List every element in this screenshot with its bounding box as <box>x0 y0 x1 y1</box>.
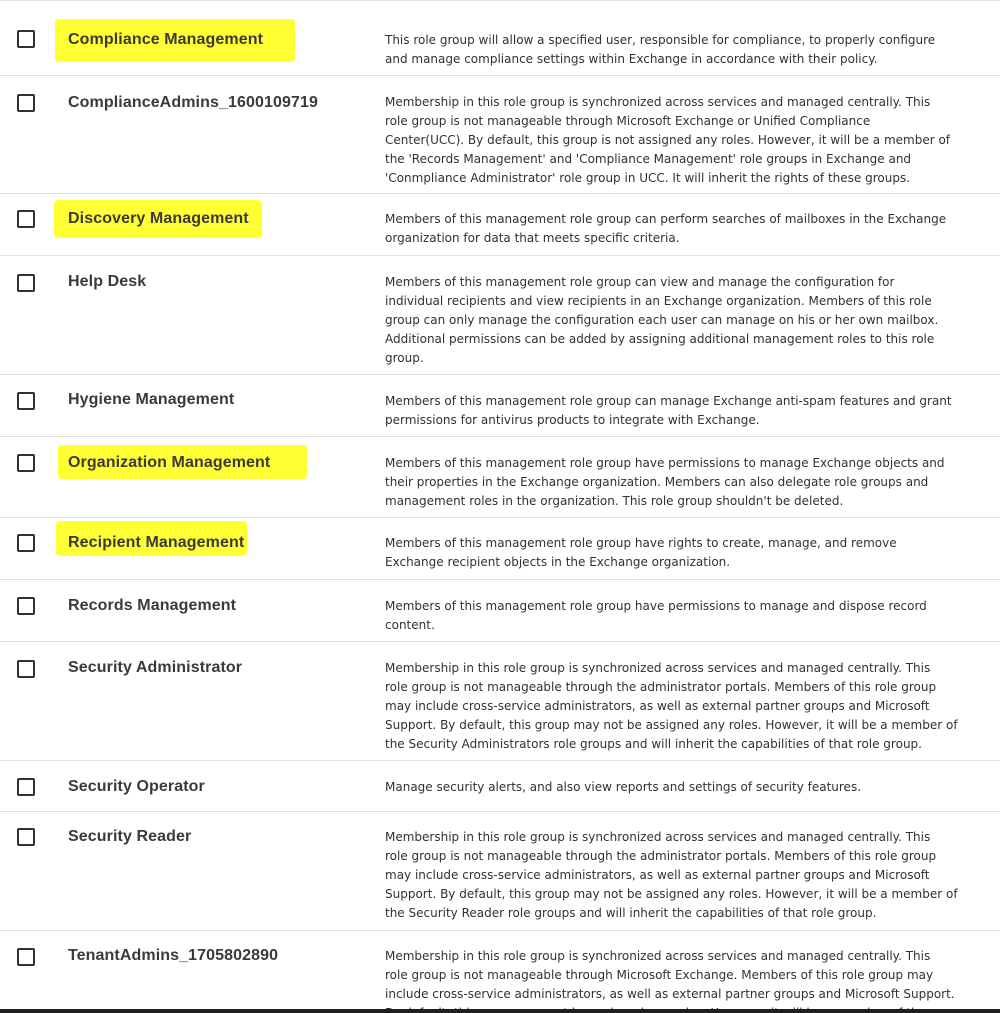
taskbar-edge <box>0 1009 1000 1013</box>
role-group-description: This role group will allow a specified user, responsible for compliance, to properly configure and manage compliance settings within Exchange in accordance with their policy. <box>385 33 936 66</box>
table-row[interactable] <box>0 256 1000 375</box>
table-row[interactable] <box>0 518 1000 580</box>
role-group-description: Members of this management role group have rights to create, manage, and remove Exchange recipient objects in the Exchange organization. <box>385 536 897 569</box>
table-row[interactable] <box>0 76 1000 194</box>
table-row[interactable] <box>0 1 1000 76</box>
row-checkbox[interactable] <box>17 454 35 472</box>
role-group-name[interactable]: Compliance Management <box>68 31 264 48</box>
role-group-name[interactable]: Security Reader <box>68 828 192 845</box>
row-checkbox[interactable] <box>17 660 35 678</box>
row-checkbox[interactable] <box>17 597 35 615</box>
row-checkbox[interactable] <box>17 274 35 292</box>
role-group-description: Manage security alerts, and also view reports and settings of security features. <box>385 780 862 794</box>
row-checkbox[interactable] <box>17 392 35 410</box>
role-group-description: Membership in this role group is synchronized across services and managed centrally. This role group is not manageable through the administrator portals. Members of this role group may include cross-service administrators, as well as external partner groups and Microsoft Support. By default, this group may not be assigned any roles. However, it will be a member of the Security Administrators role groups and will inherit the capabilities of that role group. <box>385 661 958 751</box>
row-checkbox[interactable] <box>17 210 35 228</box>
role-group-name[interactable]: Security Operator <box>68 778 205 795</box>
table-row[interactable] <box>0 580 1000 642</box>
role-group-name[interactable]: ComplianceAdmins_1600109719 <box>68 94 318 111</box>
role-group-description: Membership in this role group is synchronized across services and managed centrally. This role group is not manageable through Microsoft Exchange. Members of this role group may include cross-service administrators, as well as external partner groups and Microsoft Support. <box>385 949 955 1001</box>
role-group-description: Members of this management role group can manage Exchange anti-spam features and grant permissions for antivirus products to integrate with Exchange. <box>385 394 952 427</box>
row-checkbox[interactable] <box>17 828 35 846</box>
row-checkbox[interactable] <box>17 94 35 112</box>
role-group-description: Membership in this role group is synchronized across services and managed centrally. This role group is not manageable through Microsoft Exchange or Unified Compliance Center(UCC). By default, this group is not assigned any roles. However, it will be a member of the 'Records Management' and 'Compliance Management' role groups in Exchange and 'Conmpliance Administrator' role group in UCC. It will inherit the rights of these groups. <box>385 95 951 185</box>
role-group-description: Members of this management role group have permissions to manage and dispose record content. <box>385 599 927 632</box>
role-group-name[interactable]: Hygiene Management <box>68 391 235 408</box>
role-group-name[interactable]: Records Management <box>68 597 237 614</box>
table-row[interactable] <box>0 375 1000 437</box>
role-group-description: Members of this management role group have permissions to manage Exchange objects and their properties in the Exchange organization. Members can also delegate role groups and management roles in the organization. This role group shouldn't be deleted. <box>385 456 945 508</box>
table-row[interactable] <box>0 642 1000 761</box>
role-group-description: Members of this management role group can perform searches of mailboxes in the Exchange organization for data that meets specific criteria. <box>385 212 947 245</box>
row-checkbox[interactable] <box>17 30 35 48</box>
role-group-name[interactable]: Organization Management <box>68 454 271 471</box>
role-group-name[interactable]: TenantAdmins_1705802890 <box>68 947 279 964</box>
role-group-name[interactable]: Help Desk <box>68 273 147 290</box>
role-group-name[interactable]: Discovery Management <box>68 210 249 227</box>
role-group-description: Membership in this role group is synchronized across services and managed centrally. This role group is not manageable through the administrator portals. Members of this role group may include cross-service administrators, as well as external partner groups and Microsoft Support. By default, this group may not be assigned any roles. However, it will be a member of the Security Reader role groups and will inherit the capabilities of that role group. <box>385 830 958 920</box>
table-row[interactable] <box>0 437 1000 518</box>
table-row[interactable] <box>0 194 1000 256</box>
role-group-name[interactable]: Security Administrator <box>68 659 243 676</box>
table-row[interactable] <box>0 812 1000 931</box>
table-row[interactable] <box>0 931 1000 1013</box>
row-checkbox[interactable] <box>17 948 35 966</box>
table-row[interactable] <box>0 761 1000 812</box>
role-group-description: Members of this management role group can view and manage the configuration for individual recipients and view recipients in an Exchange organization. Members of this role group can only manage the configuration each user can manage on his or her own mailbox. Additional permissions can be added by assigning additional management roles to this role group. <box>385 275 939 365</box>
role-group-name[interactable]: Recipient Management <box>68 534 245 551</box>
row-checkbox[interactable] <box>17 778 35 796</box>
row-checkbox[interactable] <box>17 534 35 552</box>
